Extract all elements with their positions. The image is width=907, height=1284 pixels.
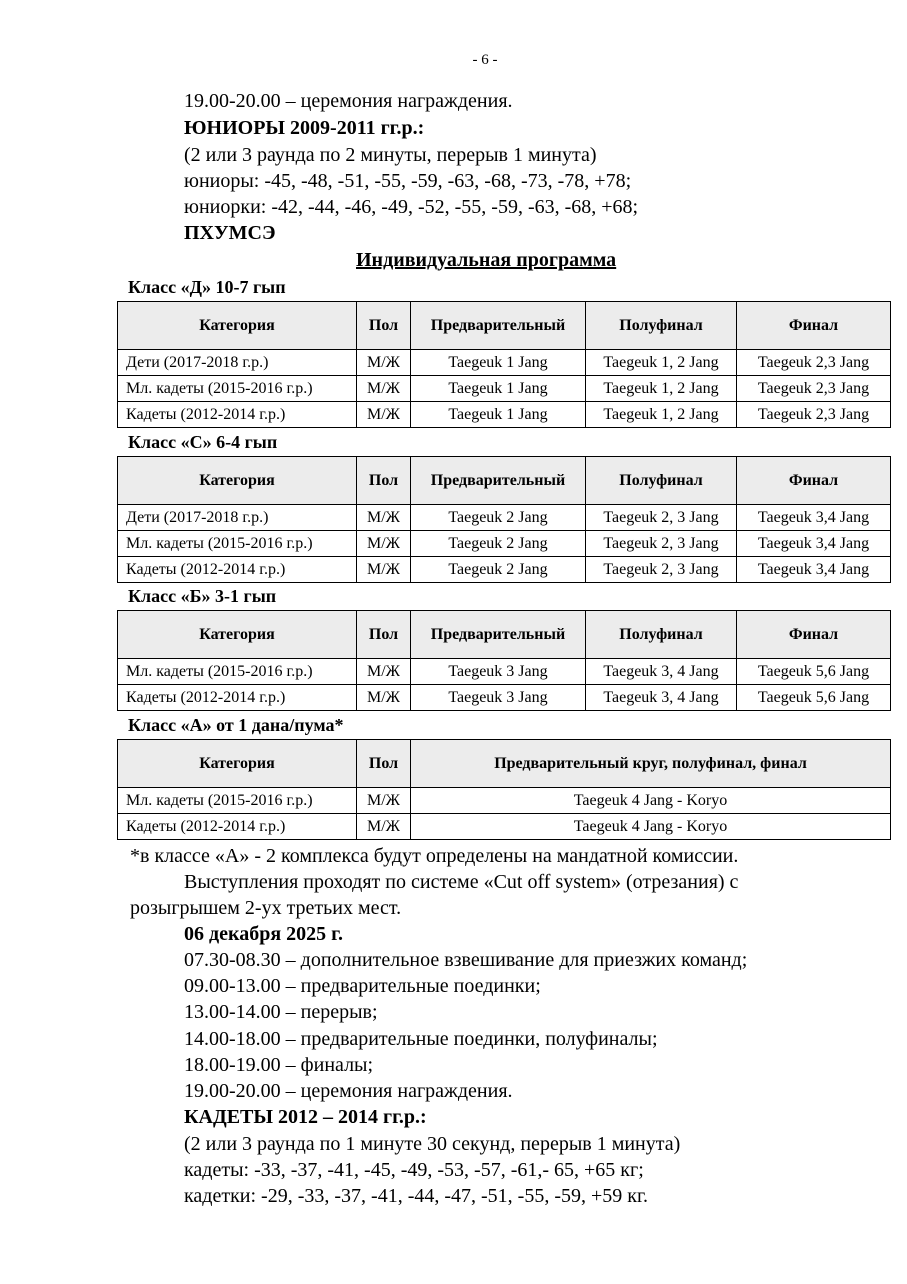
header-cell: Категория — [118, 457, 357, 505]
table-cell: Taegeuk 1 Jang — [411, 376, 586, 402]
table-cell: Taegeuk 1 Jang — [411, 350, 586, 376]
table-cell: Taegeuk 3 Jang — [411, 685, 586, 711]
table-cell: М/Ж — [357, 350, 411, 376]
table-cell: Taegeuk 2 Jang — [411, 505, 586, 531]
header-cell: Полуфинал — [586, 302, 737, 350]
header-cell: Пол — [357, 457, 411, 505]
header-cell: Пол — [357, 302, 411, 350]
footnote: *в классе «А» - 2 комплекса будут определены на мандатной комиссии. — [130, 845, 739, 867]
cadets-line: кадеты: -33, -37, -41, -45, -49, -53, -57, -61,- 65, +65 кг; — [184, 1159, 644, 1181]
table-row — [118, 814, 891, 840]
header-cell: Категория — [118, 302, 357, 350]
table-cell: Кадеты (2012-2014 г.р.) — [118, 814, 357, 840]
table-row — [118, 685, 891, 711]
table-cell: Taegeuk 1 Jang — [411, 402, 586, 428]
table-cell: Taegeuk 3,4 Jang — [737, 505, 891, 531]
table-header-row — [118, 302, 891, 350]
schedule-line: 07.30-08.30 – дополнительное взвешивание для приезжих команд; — [184, 949, 748, 971]
table-cell: Taegeuk 5,6 Jang — [737, 685, 891, 711]
table-cell: М/Ж — [357, 685, 411, 711]
table-cell: Taegeuk 1, 2 Jang — [586, 350, 737, 376]
table-cell: Taegeuk 2 Jang — [411, 557, 586, 583]
date-heading: 06 декабря 2025 г. — [184, 923, 343, 945]
table-header-row — [118, 611, 891, 659]
table-header-row — [118, 457, 891, 505]
intro-line: юниорки: -42, -44, -46, -49, -52, -55, -59, -63, -68, +68; — [184, 196, 639, 218]
program-table — [117, 739, 891, 840]
table-cell: Кадеты (2012-2014 г.р.) — [118, 685, 357, 711]
table-cell: М/Ж — [357, 505, 411, 531]
table-cell: Taegeuk 3, 4 Jang — [586, 659, 737, 685]
cutoff-text-line1: Выступления проходят по системе «Cut off system» (отрезания) с — [184, 871, 739, 893]
schedule-line: 19.00-20.00 – церемония награждения. — [184, 1080, 513, 1102]
table-cell: Taegeuk 2,3 Jang — [737, 376, 891, 402]
table-cell: Taegeuk 3 Jang — [411, 659, 586, 685]
header-cell: Полуфинал — [586, 611, 737, 659]
table-cell: Taegeuk 3,4 Jang — [737, 531, 891, 557]
table-cell: М/Ж — [357, 814, 411, 840]
table-cell: Taegeuk 3, 4 Jang — [586, 685, 737, 711]
table-cell: Taegeuk 5,6 Jang — [737, 659, 891, 685]
table-row — [118, 557, 891, 583]
page-number: - 6 - — [472, 52, 498, 68]
table-row — [118, 659, 891, 685]
table-cell: М/Ж — [357, 788, 411, 814]
schedule-line: 18.00-19.00 – финалы; — [184, 1054, 374, 1076]
header-cell: Категория — [118, 611, 357, 659]
table-cell: Taegeuk 1, 2 Jang — [586, 402, 737, 428]
header-cell: Пол — [357, 611, 411, 659]
class-title: Класс «С» 6-4 гып — [128, 432, 278, 452]
header-cell: Финал — [737, 457, 891, 505]
table-row — [118, 788, 891, 814]
program-table — [117, 456, 891, 583]
cadets-line: кадетки: -29, -33, -37, -41, -44, -47, -51, -55, -59, +59 кг. — [184, 1185, 648, 1207]
table-cell: Мл. кадеты (2015-2016 г.р.) — [118, 531, 357, 557]
table-row — [118, 505, 891, 531]
table-cell: Дети (2017-2018 г.р.) — [118, 350, 357, 376]
cadets-heading: КАДЕТЫ 2012 – 2014 гг.р.: — [184, 1106, 427, 1128]
program-table — [117, 610, 891, 711]
section-title: Индивидуальная программа — [356, 249, 617, 271]
table-row — [118, 376, 891, 402]
table-cell: Taegeuk 2,3 Jang — [737, 350, 891, 376]
table-cell: М/Ж — [357, 376, 411, 402]
table-cell: Taegeuk 2, 3 Jang — [586, 505, 737, 531]
table-cell: Taegeuk 1, 2 Jang — [586, 376, 737, 402]
table-cell: Кадеты (2012-2014 г.р.) — [118, 402, 357, 428]
header-cell: Финал — [737, 302, 891, 350]
header-cell: Предварительный круг, полуфинал, финал — [411, 740, 891, 788]
table-cell: Мл. кадеты (2015-2016 г.р.) — [118, 659, 357, 685]
header-cell: Предварительный — [411, 302, 586, 350]
table-cell: Мл. кадеты (2015-2016 г.р.) — [118, 376, 357, 402]
intro-line: юниоры: -45, -48, -51, -55, -59, -63, -68, -73, -78, +78; — [184, 170, 632, 192]
header-cell: Полуфинал — [586, 457, 737, 505]
schedule-line: 13.00-14.00 – перерыв; — [184, 1001, 378, 1023]
intro-line: 19.00-20.00 – церемония награждения. — [184, 90, 513, 112]
table-row — [118, 402, 891, 428]
schedule-line: 14.00-18.00 – предварительные поединки, полуфиналы; — [184, 1028, 658, 1050]
table-cell: М/Ж — [357, 531, 411, 557]
table-cell: Taegeuk 4 Jang - Koryo — [411, 814, 891, 840]
header-cell: Пол — [357, 740, 411, 788]
table-cell: Taegeuk 3,4 Jang — [737, 557, 891, 583]
table-cell: Дети (2017-2018 г.р.) — [118, 505, 357, 531]
header-cell: Предварительный — [411, 457, 586, 505]
table-cell: Кадеты (2012-2014 г.р.) — [118, 557, 357, 583]
table-cell: Мл. кадеты (2015-2016 г.р.) — [118, 788, 357, 814]
juniors-heading: ЮНИОРЫ 2009-2011 гг.р.: — [184, 117, 425, 139]
program-table — [117, 301, 891, 428]
table-header-row — [118, 740, 891, 788]
table-cell: Taegeuk 2, 3 Jang — [586, 557, 737, 583]
intro-line: (2 или 3 раунда по 2 минуты, перерыв 1 минута) — [184, 144, 597, 166]
table-row — [118, 531, 891, 557]
schedule-line: 09.00-13.00 – предварительные поединки; — [184, 975, 541, 997]
table-cell: Taegeuk 2 Jang — [411, 531, 586, 557]
header-cell: Категория — [118, 740, 357, 788]
cutoff-text-line2: розыгрышем 2-ух третьих мест. — [130, 897, 402, 919]
table-cell: Taegeuk 2, 3 Jang — [586, 531, 737, 557]
poomsae-heading: ПХУМСЭ — [184, 222, 276, 244]
table-cell: Taegeuk 4 Jang - Koryo — [411, 788, 891, 814]
table-cell: Taegeuk 2,3 Jang — [737, 402, 891, 428]
cadets-line: (2 или 3 раунда по 1 минуте 30 секунд, перерыв 1 минута) — [184, 1133, 681, 1155]
table-cell: М/Ж — [357, 659, 411, 685]
class-title: Класс «Б» 3-1 гып — [128, 586, 277, 606]
class-title: Класс «А» от 1 дана/пума* — [128, 715, 344, 735]
table-cell: М/Ж — [357, 402, 411, 428]
class-title: Класс «Д» 10-7 гып — [128, 277, 286, 297]
header-cell: Предварительный — [411, 611, 586, 659]
table-row — [118, 350, 891, 376]
table-cell: М/Ж — [357, 557, 411, 583]
header-cell: Финал — [737, 611, 891, 659]
